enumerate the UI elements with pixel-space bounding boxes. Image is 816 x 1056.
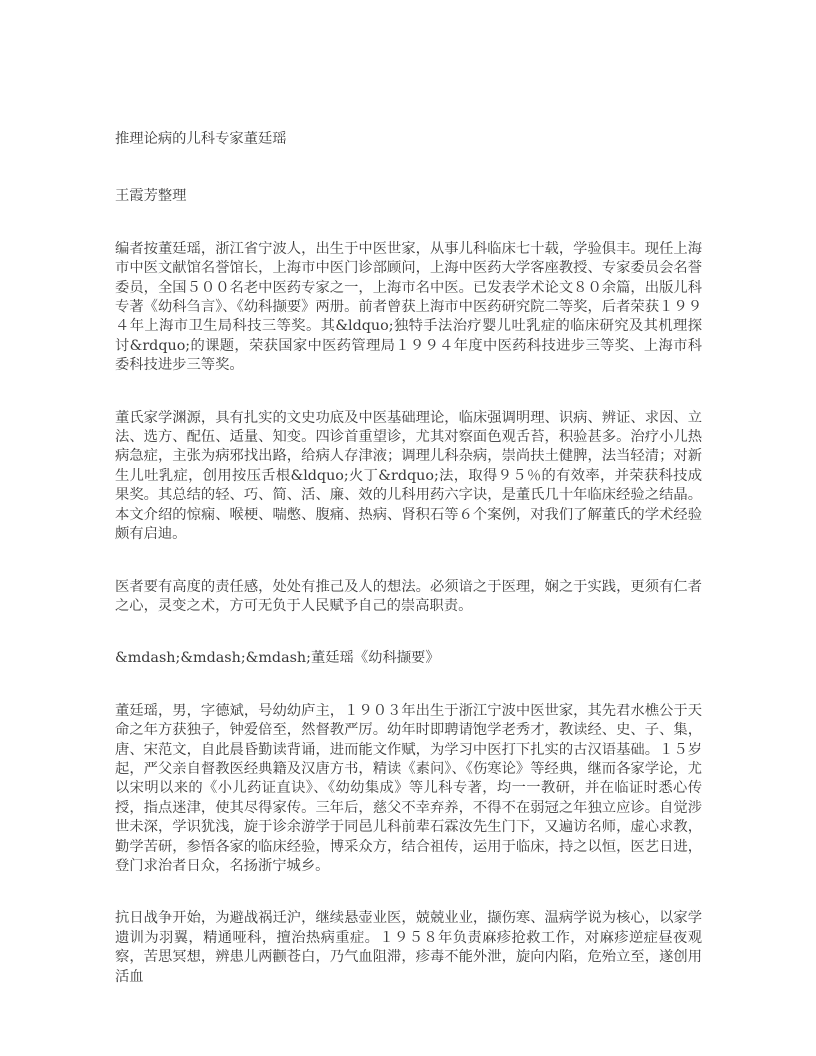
paragraph-wartime-career: 抗日战争开始，为避战祸迁沪，继续悬壶业医，兢兢业业，撷伤寒、温病学说为核心，以家学遗训为羽翼，精通哑科，擅治热病重症。１９５８年负责麻疹抢救工作，对麻疹逆症昼夜观察，苦思冥想，辨患儿两颧苍白，乃气血阻滞，疹毒不能外泄，旋向内陷，危殆立至，遂创用活血 [115,910,702,985]
document-byline: 王霞芳整理 [115,188,187,205]
paragraph-quote-attribution: &mdash;&mdash;&mdash;董廷瑶《幼科撷要》 [115,650,440,667]
paragraph-academic-summary: 董氏家学渊源，具有扎实的文史功底及中医基础理论，临床强调明理、识病、辨证、求因、立法、选方、配伍、适量、知变。四诊首重望诊，尤其对察面色观舌苔，积验甚多。治疗小儿热病急症，主张为病邪找出路，给病人存津液；调理儿科杂病，崇尚扶土健脾，法当轻清；对新生儿吐乳症，创用按压舌根&ldquo;火丁&rdquo;法，取得９５％的有效率，并荣获科技成果奖。其总结的轻、巧、简、活、廉、效的儿科用药六字诀，是董氏几十年临床经验之结晶。本文介绍的惊痫、喉梗、喘憋、腹痛、热病、肾积石等６个案例，对我们了解董氏的学术经验颇有启迪。 [115,409,702,543]
paragraph-editor-note: 编者按董廷瑶，浙江省宁波人，出生于中医世家，从事儿科临床七十载，学验俱丰。现任上海市中医文献馆名誉馆长，上海市中医门诊部顾问，上海中医药大学客座教授、专家委员会名誉委员，全国５００名老中医药专家之一，上海市名中医。已发表学术论文８０余篇，出版儿科专著《幼科刍言》、《幼科撷要》两册。前者曾获上海市中医药研究院二等奖，后者荣获１９９４年上海市卫生局科技三等奖。其&ldquo;独特手法治疗婴儿吐乳症的临床研究及其机理探讨&rdquo;的课题，荣获国家中医药管理局１９９４年度中医药科技进步三等奖、上海市科委科技进步三等奖。 [115,240,702,374]
paragraph-quote: 医者要有高度的责任感，处处有推己及人的想法。必须谙之于医理，娴之于实践，更须有仁者之心，灵变之术，方可无负于人民赋予自己的崇高职责。 [115,578,702,614]
paragraph-biography: 董廷瑶，男，字德斌，号幼幼庐主，１９０３年出生于浙江宁波中医世家，其先君水樵公于天命之年方获独子，钟爱倍至，然督教严厉。幼年时即聘请饱学老秀才，教读经、史、子、集，唐、宋范文，自此晨昏勤读背诵，进而能文作赋，为学习中医打下扎实的古汉语基础。１５岁起，严父亲自督教医经典籍及汉唐方书，精读《素问》、《伤寒论》等经典，继而各家学论，尤以宋明以来的《小儿药证直诀》、《幼幼集成》等儿科专著，均一一教研，并在临证时悉心传授，指点迷津，使其尽得家传。三年后，慈父不幸弃养，不得不在弱冠之年独立应诊。自觉涉世未深，学识犹浅，旋于诊余游学于同邑儿科前辈石霖汝先生门下，又遍访名师，虚心求教，勤学苦研，参悟各家的临床经验，博采众方，结合祖传，运用于临床，持之以恒，医艺日进，登门求治者日众，名扬浙宁城乡。 [115,702,702,874]
document-title: 推理论病的儿科专家董廷瑶 [115,131,287,147]
